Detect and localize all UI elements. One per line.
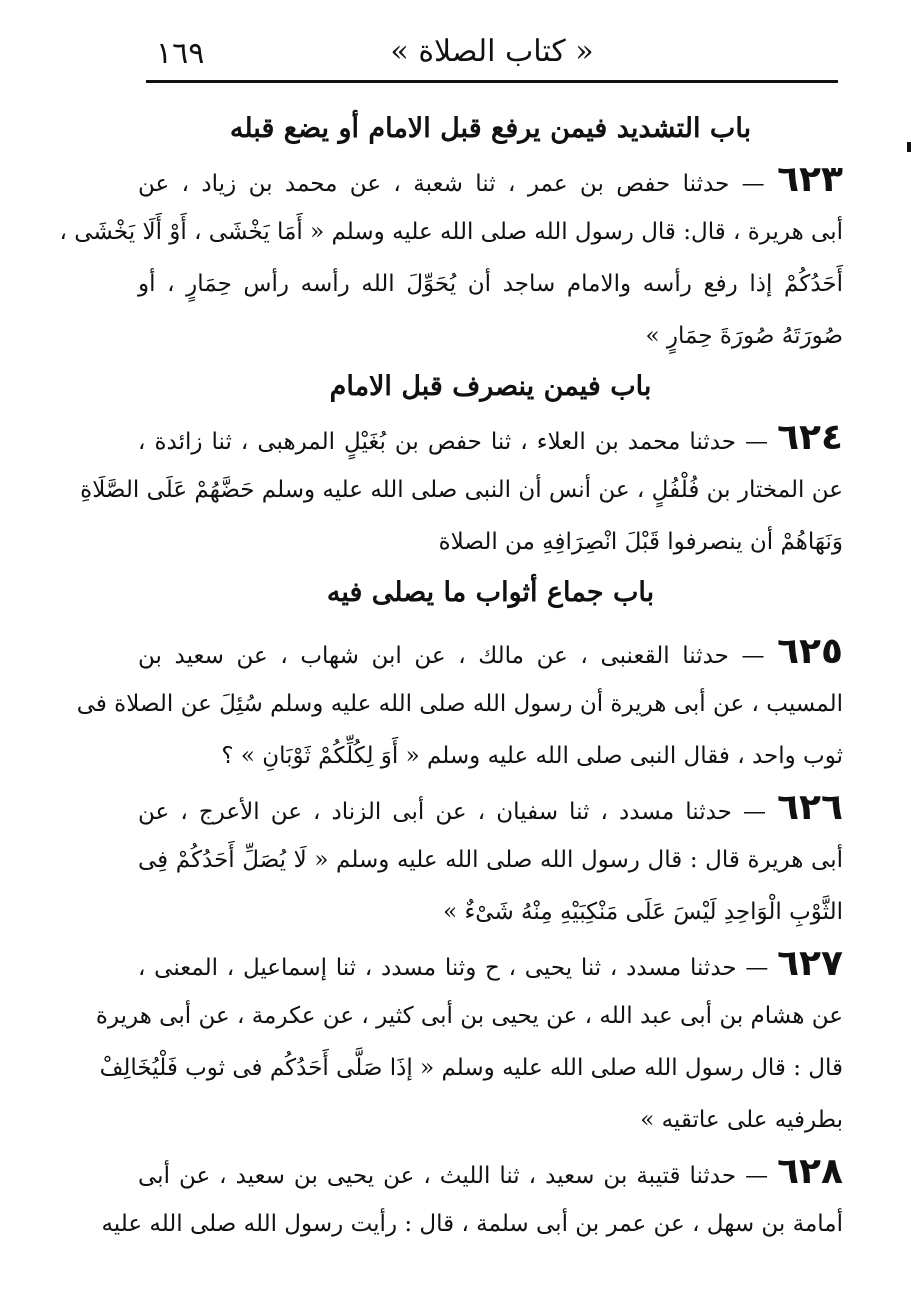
text-line: أبى هريرة ، قال: قال رسول الله صلى الله عليه وسلم « أَمَا يَخْشَى ، أَوْ أَلَا يَخْشَى ،: [59, 219, 843, 245]
text-line: ثوب واحد ، فقال النبى صلى الله عليه وسلم « أَوَ لِكُلِّكُمْ ثَوْبَانِ » ؟: [221, 743, 843, 769]
text-line: الثَّوْبِ الْوَاحِدِ لَيْسَ عَلَى مَنْكِبَيْهِ مِنْهُ شَىْءٌ »: [443, 899, 843, 925]
hadith-628: [101, 1146, 843, 1250]
hadith-624: [80, 412, 843, 568]
text-line: ٦٢٨ — حدثنا قتيبة بن سعيد ، ثنا الليث ، عن يحيى بن سعيد ، عن أبى: [138, 1151, 843, 1192]
text-line: أَحَدُكُمْ إذا رفع رأسه والامام ساجد أن يُحَوِّلَ الله رأسه رأس حِمَارٍ ، أو: [138, 271, 843, 297]
margin-mark: [907, 142, 911, 152]
text-line: وَنَهَاهُمْ أن ينصرفوا قَبْلَ انْصِرَافِهِ من الصلاة: [438, 529, 843, 555]
chapter-heading: باب جماع أثواب ما يصلى فيه: [326, 577, 655, 608]
hadith-number: ٦٢٤: [777, 417, 843, 458]
text-line: ٦٢٣ — حدثنا حفص بن عمر ، ثنا شعبة ، عن محمد بن زياد ، عن: [138, 159, 843, 200]
running-title: « كتاب الصلاة »: [390, 34, 594, 69]
hadith-number: ٦٢٧: [777, 943, 843, 984]
text-line: صُورَتَهُ صُورَةَ حِمَارٍ »: [645, 323, 843, 349]
hadith-number: ٦٢٣: [777, 159, 843, 200]
hadith-number: ٦٢٦: [777, 787, 843, 828]
text-line: عن المختار بن فُلْفُلٍ ، عن أنس أن النبى صلى الله عليه وسلم حَضَّهُمْ عَلَى الصَّلَاةِ: [80, 477, 843, 503]
hadith-625: [76, 626, 843, 782]
text-line: عن هشام بن أبى عبد الله ، عن يحيى بن أبى كثير ، عن عكرمة ، عن أبى هريرة: [95, 1003, 843, 1029]
text-line: أبى هريرة قال : قال رسول الله صلى الله عليه وسلم « لَا يُصَلِّ أَحَدُكُمْ فِى: [138, 847, 843, 873]
text-line: ٦٢٧ — حدثنا مسدد ، ثنا يحيى ، ح وثنا مسدد ، ثنا إسماعيل ، المعنى ،: [138, 943, 843, 984]
text-line: المسيب ، عن أبى هريرة أن رسول الله صلى الله عليه وسلم سُئِلَ عن الصلاة فى: [76, 691, 843, 717]
hadith-627: [95, 938, 843, 1146]
header-rule: [146, 80, 838, 83]
page-number: ١٦٩: [156, 36, 205, 71]
hadith-number: ٦٢٨: [777, 1151, 843, 1192]
hadith-623: [59, 154, 843, 362]
chapter-heading: باب فيمن ينصرف قبل الامام: [329, 371, 652, 402]
text-line: قال : قال رسول الله صلى الله عليه وسلم « إذَا صَلَّى أَحَدُكُم فى ثوب فَلْيُخَالِفْ: [99, 1055, 843, 1081]
text-line: ٦٢٦ — حدثنا مسدد ، ثنا سفيان ، عن أبى الزناد ، عن الأعرج ، عن: [138, 787, 843, 828]
text-line: بطرفيه على عاتقيه »: [640, 1107, 843, 1133]
page-content: [59, 104, 843, 1250]
chapter-heading: باب التشديد فيمن يرفع قبل الامام أو يضع قبله: [229, 113, 752, 144]
text-line: ٦٢٥ — حدثنا القعنبى ، عن مالك ، عن ابن شهاب ، عن سعيد بن: [138, 631, 843, 672]
hadith-626: [138, 782, 843, 938]
text-line: ٦٢٤ — حدثنا محمد بن العلاء ، ثنا حفص بن بُغَيْلٍ المرهبى ، ثنا زائدة ،: [138, 417, 843, 458]
page-header: [146, 30, 838, 80]
hadith-number: ٦٢٥: [777, 631, 843, 672]
text-line: أمامة بن سهل ، عن عمر بن أبى سلمة ، قال : رأيت رسول الله صلى الله عليه: [101, 1211, 843, 1237]
